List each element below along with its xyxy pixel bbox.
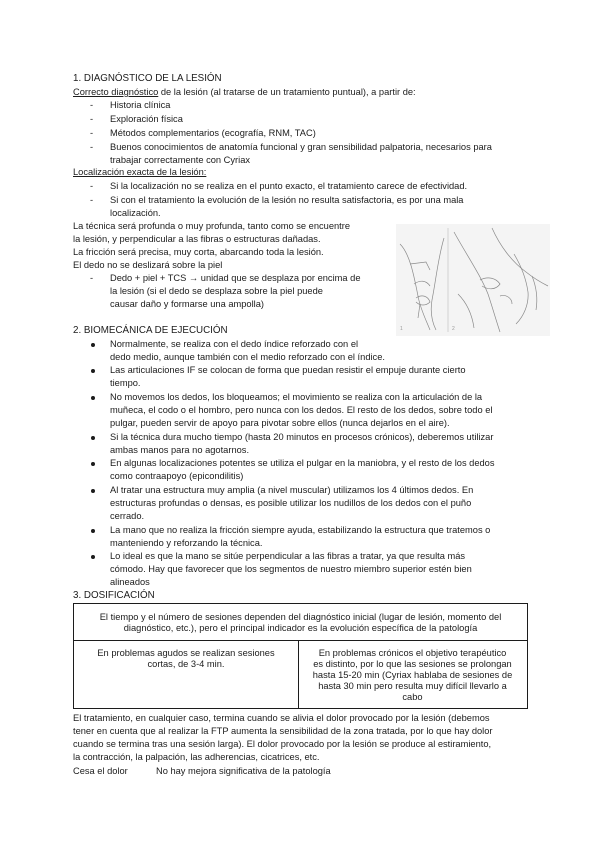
bullet-line: Normalmente, se realiza con el dedo índice reforzado con el	[110, 339, 359, 349]
bullet-dot	[91, 555, 95, 559]
chronic-line: cabo	[402, 692, 423, 702]
bullet-line: La mano que no realiza la fricción siempre ayuda, estabilizando la estructura que tratemos o	[110, 525, 491, 535]
bullet-line: Las articulaciones IF se colocan de forma que puedan resistir el empuje durante cierto	[110, 365, 466, 375]
list-item: Si la localización no se realiza en el punto exacto, el tratamiento carece de efectividad.	[110, 181, 468, 191]
bullet-line: Al tratar una estructura muy amplia (a nivel muscular) utilizamos los 4 últimos dedos. En	[110, 485, 474, 495]
list-item-continuation: localización.	[110, 208, 161, 218]
bullet-line: como contraapoyo (epicondilitis)	[110, 471, 244, 481]
dash-marker: -	[90, 195, 94, 205]
closing-line: la contracción, la palpación, las adherencias, cicatrices, etc.	[73, 752, 320, 762]
table-row-divider	[73, 640, 528, 641]
list-item: Métodos complementarios (ecografía, RNM, TAC)	[110, 128, 316, 138]
list-item: Buenos conocimientos de anatomía funcional y gran sensibilidad palpatoria, necesarios para	[110, 142, 492, 152]
dash-marker: -	[90, 100, 94, 110]
bullet-dot	[91, 436, 95, 440]
section-1-intro	[73, 87, 416, 98]
bullet-line: dedo medio, aunque también con el medio reforzado con el índice.	[110, 352, 385, 362]
bullet-line: Lo ideal es que la mano se sitúe perpendicular a las fibras a tratar, ya que resulta más	[110, 551, 466, 561]
intro-rest: de la lesión (al tratarse de un tratamiento puntual), a partir de:	[158, 87, 416, 97]
bullet-line: cerrado.	[110, 511, 145, 521]
intro-underlined: Correcto diagnóstico	[73, 87, 159, 97]
list-item: Si con el tratamiento la evolución de la lesión no resulta satisfactoria, es por una mala	[110, 195, 464, 205]
chronic-line: En problemas crónicos el objetivo terapéutico	[318, 648, 507, 658]
acute-cell	[76, 648, 296, 670]
closing-line: cuando se termina tras una sesión larga). El dolor provocado por la lesión se produce al estiramiento,	[73, 739, 492, 749]
chronic-line: hasta 15-20 min (Cyriax hablaba de sesiones de	[312, 670, 513, 680]
dash-marker: -	[90, 114, 94, 124]
chronic-cell	[300, 648, 525, 703]
end-criterion-right: No hay mejora significativa de la patología	[156, 766, 331, 776]
table-header-line: diagnóstico, etc.), pero el principal indicador es la evolución específica de la patología	[123, 623, 478, 633]
illustration-background	[396, 224, 550, 336]
closing-line: tener en cuenta que al realizar la FTP aumenta la sensibilidad de la zona tratada, por lo que hay dolor	[73, 726, 493, 736]
bullet-line: cómodo. Hay que favorecer que los segmentos de nuestro miembro superior estén bien	[110, 564, 472, 574]
bullet-dot	[91, 489, 95, 493]
bullet-dot	[91, 369, 95, 373]
bullet-line: estructuras profundas o densas, es posible utilizar los nudillos de los dedos con el puño	[110, 498, 472, 508]
localizacion-title: Localización exacta de la lesión:	[73, 167, 207, 177]
bullet-line: En algunas localizaciones potentes se utiliza el pulgar en la maniobra, y el resto de los dedos	[110, 458, 495, 468]
hand-technique-illustration	[396, 224, 550, 336]
bullet-dot	[91, 343, 95, 347]
table-header-line: El tiempo y el número de sesiones dependen del diagnóstico inicial (lugar de lesión, momento del	[99, 612, 502, 622]
panel-a-label: 1	[400, 326, 403, 332]
dash-marker: -	[90, 128, 94, 138]
dash-marker: -	[90, 142, 94, 152]
tech-line: La fricción será precisa, muy corta, abarcando toda la lesión.	[73, 247, 324, 257]
section-3-title: 3. DOSIFICACIÓN	[73, 590, 155, 601]
bullet-line: pulgar, pueden servir de apoyo para pivotar sobre ellos (nunca dejarlos en el aire).	[110, 418, 450, 428]
bullet-line: alineados	[110, 577, 150, 587]
finger-line: la lesión (si el dedo se desplaza sobre la piel puede	[110, 286, 323, 296]
finger-line: causar daño y formarse una ampolla)	[110, 299, 264, 309]
list-item-continuation: trabajar correctamente con Cyriax	[110, 155, 251, 165]
dash-marker: -	[90, 181, 94, 191]
tech-line: La técnica será profunda o muy profunda, tanto como se encuentre	[73, 221, 351, 231]
tech-line: El dedo no se deslizará sobre la piel	[73, 260, 223, 270]
finger-line: Dedo + piel + TCS → unidad que se desplaza por encima de	[110, 273, 361, 283]
bullet-line: ambas manos para no agotarnos.	[110, 445, 250, 455]
bullet-line: manteniendo y reforzando la técnica.	[110, 538, 263, 548]
panel-b-label: 2	[452, 326, 455, 332]
section-1-title: 1. DIAGNÓSTICO DE LA LESIÓN	[73, 73, 222, 84]
bullet-dot	[91, 396, 95, 400]
bullet-line: tiempo.	[110, 378, 141, 388]
tech-line: la lesión, y perpendicular a las fibras o estructuras dañadas.	[73, 234, 321, 244]
bullet-line: muñeca, el codo o el hombro, pero nunca con los dedos. El resto de los dedos, sobre todo el	[110, 405, 493, 415]
bullet-dot	[91, 529, 95, 533]
end-criterion-left: Cesa el dolor	[73, 766, 128, 776]
table-header-cell	[76, 612, 525, 634]
chronic-line: es distinto, por lo que las sesiones se prolongan	[313, 659, 512, 669]
bullet-line: Si la técnica dura mucho tiempo (hasta 20 minutos en procesos crónicos), deberemos utilizar	[110, 432, 494, 442]
acute-line: cortas, de 3-4 min.	[147, 659, 225, 669]
closing-line: El tratamiento, en cualquier caso, termina cuando se alivia el dolor provocado por la lesión (debemos	[73, 713, 490, 723]
bullet-dot	[91, 462, 95, 466]
dash-marker: -	[90, 273, 94, 283]
section-2-title: 2. BIOMECÁNICA DE EJECUCIÓN	[73, 325, 228, 336]
table-column-divider	[298, 640, 299, 708]
bullet-line: No movemos los dedos, los bloqueamos; el movimiento se realiza con la articulación de la	[110, 392, 483, 402]
list-item: Exploración física	[110, 114, 183, 124]
chronic-line: hasta 30 min pero resulta muy difícil llevarlo a	[318, 681, 507, 691]
list-item: Historia clínica	[110, 100, 171, 110]
acute-line: En problemas agudos se realizan sesiones	[97, 648, 275, 658]
